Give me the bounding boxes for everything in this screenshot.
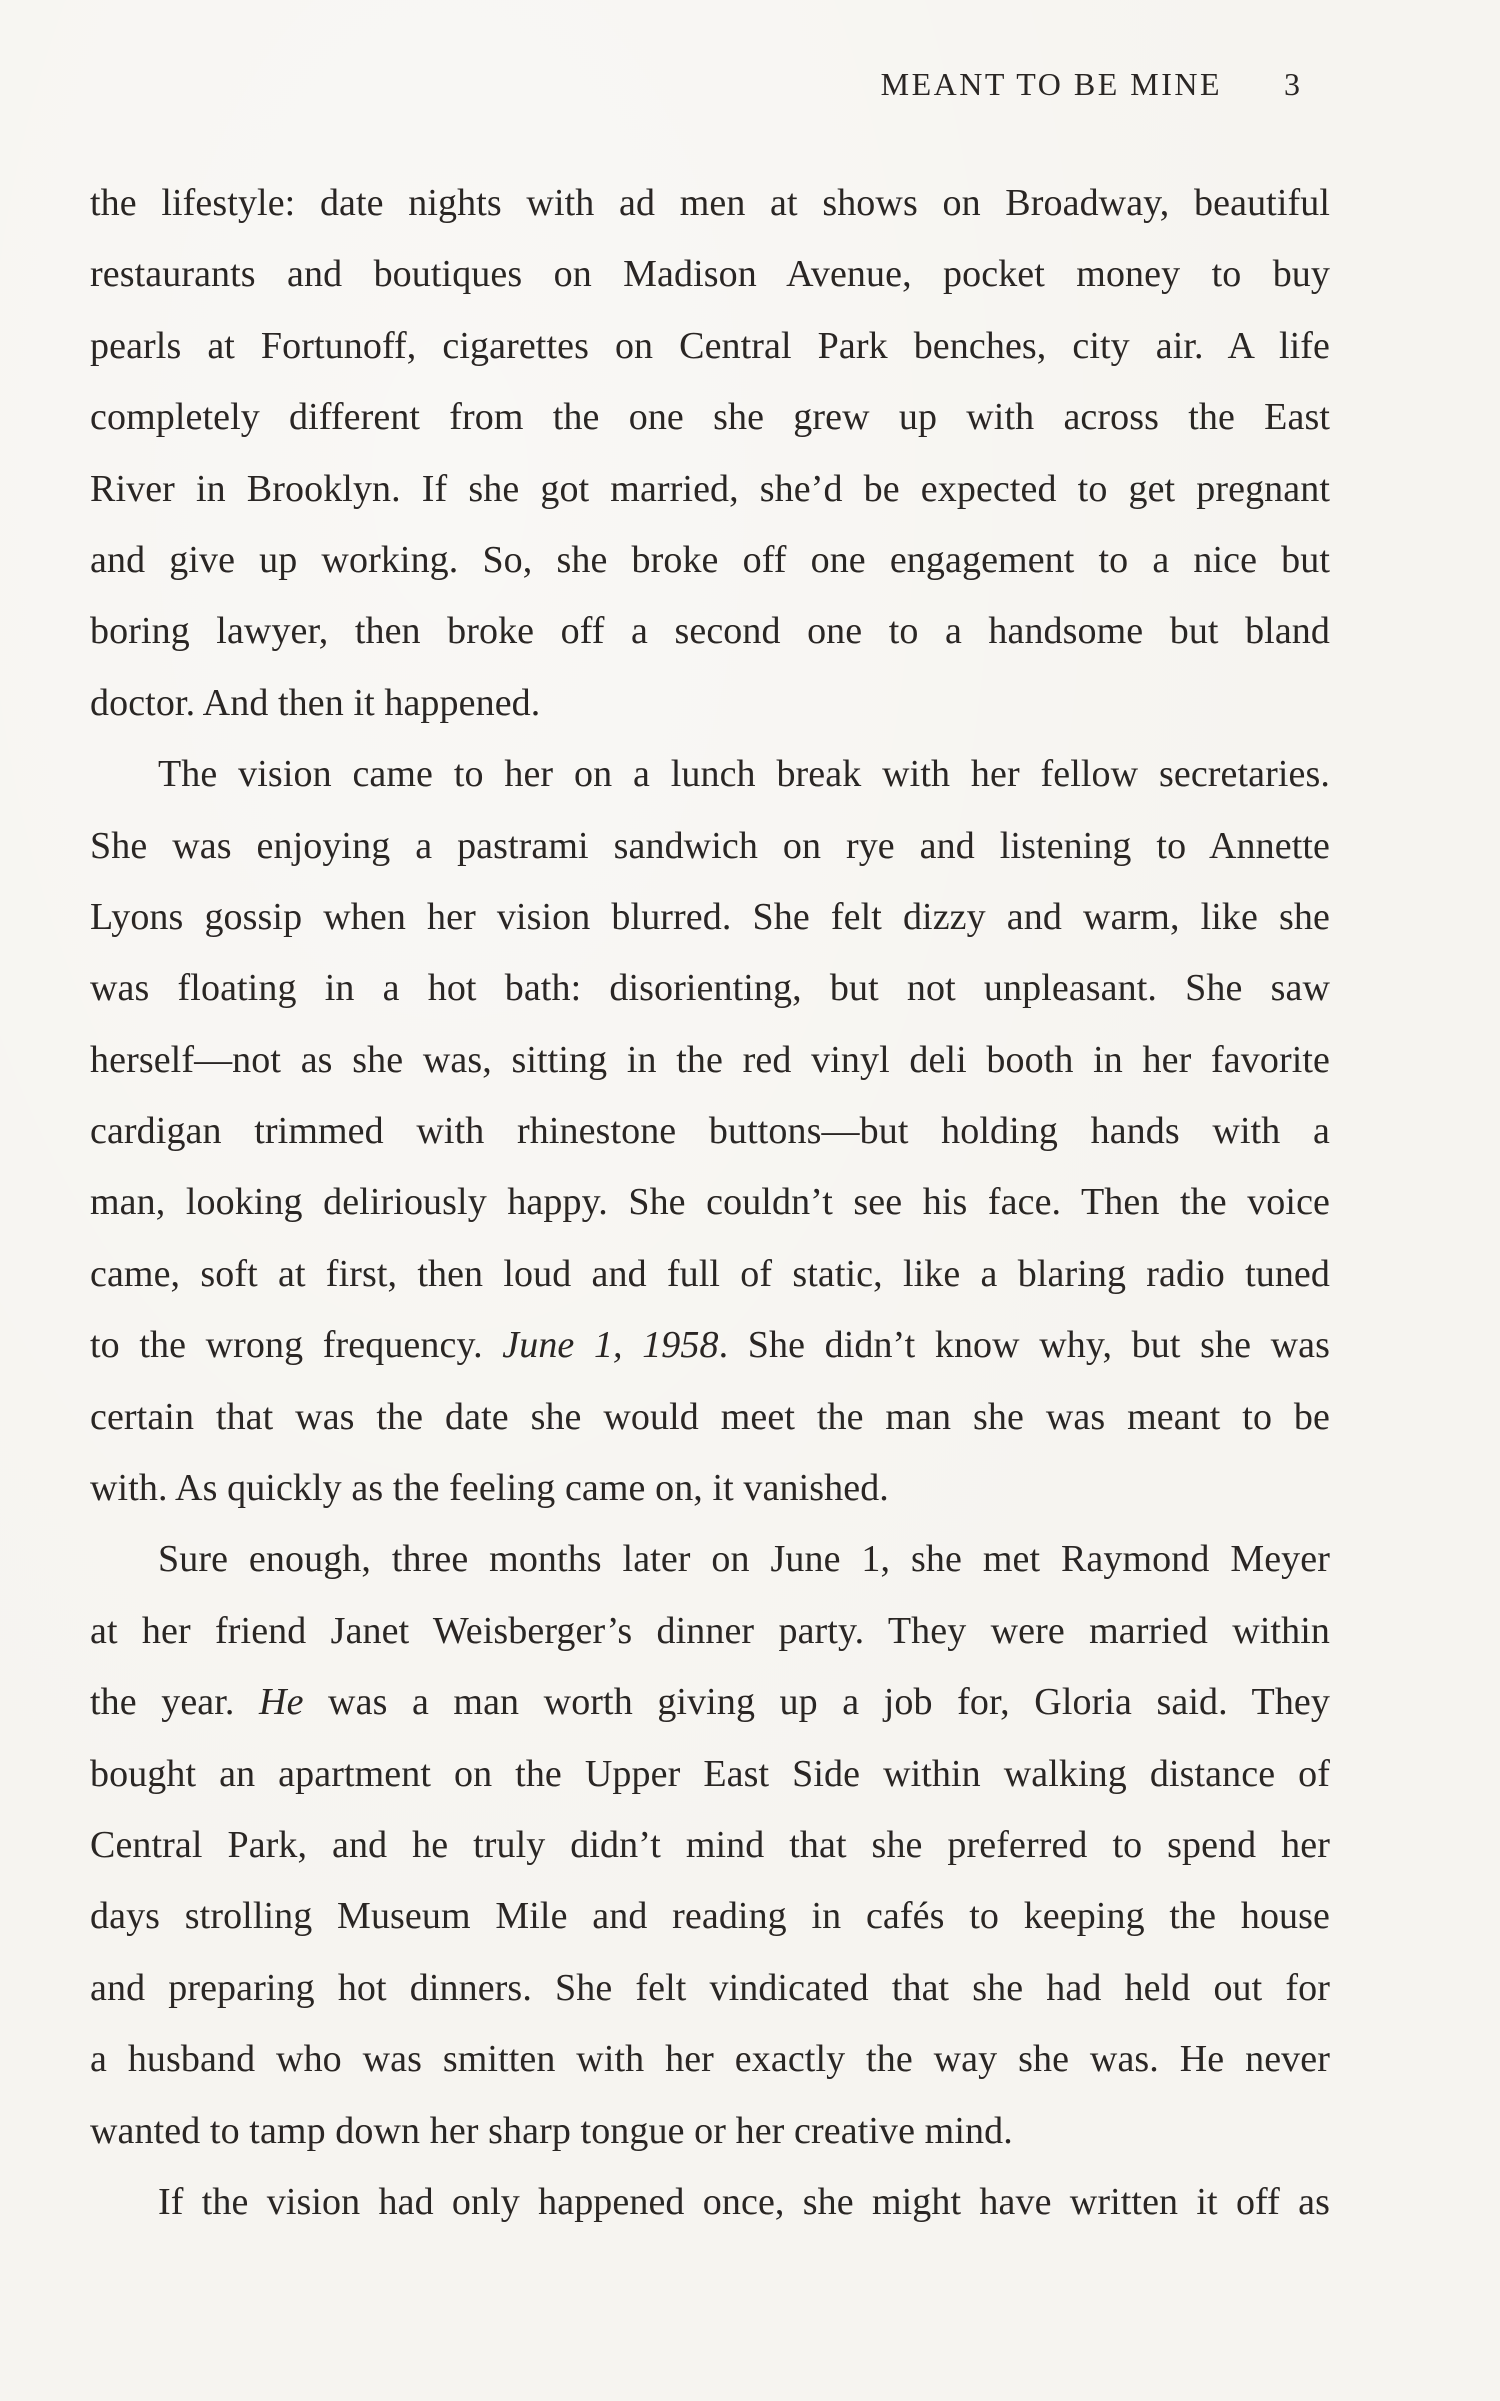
text-run: . She didn’t know why, but she was bbox=[718, 1324, 1330, 1367]
text-line: completely different from the one she grew up with across the East bbox=[90, 396, 1330, 439]
text-line: man, looking deliriously happy. She couldn’t see his face. Then the voice bbox=[90, 1181, 1330, 1224]
page-number: 3 bbox=[1284, 66, 1300, 102]
text-line: Sure enough, three months later on June 1, she met Raymond Meyer bbox=[158, 1538, 1330, 1581]
text-line: restaurants and boutiques on Madison Avenue, pocket money to buy bbox=[90, 253, 1330, 296]
text-line: She was enjoying a pastrami sandwich on rye and listening to Annette bbox=[90, 824, 1330, 867]
text-line bbox=[90, 1667, 1330, 1738]
text-line: boring lawyer, then broke off a second one to a handsome but bland bbox=[90, 610, 1330, 653]
text-line: Lyons gossip when her vision blurred. She felt dizzy and warm, like she bbox=[90, 895, 1330, 938]
text-line: days strolling Museum Mile and reading in cafés to keeping the house bbox=[90, 1895, 1330, 1938]
running-title: MEANT TO BE MINE bbox=[880, 66, 1222, 102]
italic-emphasis: He bbox=[259, 1681, 304, 1724]
running-head bbox=[0, 66, 1300, 103]
italic-date: June 1, 1958 bbox=[502, 1324, 719, 1367]
text-line: was floating in a hot bath: disorienting, but not unpleasant. She saw bbox=[90, 967, 1330, 1010]
text-line: and give up working. So, she broke off one engagement to a nice but bbox=[90, 538, 1330, 581]
text-line: herself—not as she was, sitting in the red vinyl deli booth in her favorite bbox=[90, 1038, 1330, 1081]
text-line: If the vision had only happened once, she might have written it off as bbox=[158, 2180, 1330, 2223]
text-line: at her friend Janet Weisberger’s dinner party. They were married within bbox=[90, 1609, 1330, 1652]
body-text bbox=[90, 168, 1330, 2238]
text-line: and preparing hot dinners. She felt vindicated that she had held out for bbox=[90, 1966, 1330, 2009]
text-line: The vision came to her on a lunch break with her fellow secretaries. bbox=[158, 753, 1330, 796]
text-line: wanted to tamp down her sharp tongue or her creative mind. bbox=[90, 2109, 1013, 2152]
text-line: pearls at Fortunoff, cigarettes on Central Park benches, city air. A life bbox=[90, 324, 1330, 367]
text-line: bought an apartment on the Upper East Side within walking distance of bbox=[90, 1752, 1330, 1795]
text-line: River in Brooklyn. If she got married, she’d be expected to get pregnant bbox=[90, 467, 1330, 510]
text-line: cardigan trimmed with rhinestone buttons—but holding hands with a bbox=[90, 1110, 1330, 1153]
text-line: Central Park, and he truly didn’t mind that she preferred to spend her bbox=[90, 1823, 1330, 1866]
text-line bbox=[90, 1310, 1330, 1381]
text-line: with. As quickly as the feeling came on, it vanished. bbox=[90, 1467, 889, 1510]
text-line: came, soft at first, then loud and full of static, like a blaring radio tuned bbox=[90, 1252, 1330, 1295]
text-line: a husband who was smitten with her exactly the way she was. He never bbox=[90, 2038, 1330, 2081]
text-line: the lifestyle: date nights with ad men at shows on Broadway, beautiful bbox=[90, 182, 1330, 224]
text-line: doctor. And then it happened. bbox=[90, 681, 541, 724]
text-run: was a man worth giving up a job for, Gloria said. They bbox=[303, 1681, 1330, 1724]
text-run: the year. bbox=[90, 1681, 260, 1724]
text-line: certain that was the date she would meet the man she was meant to be bbox=[90, 1395, 1330, 1438]
text-run: to the wrong frequency. bbox=[90, 1324, 503, 1367]
